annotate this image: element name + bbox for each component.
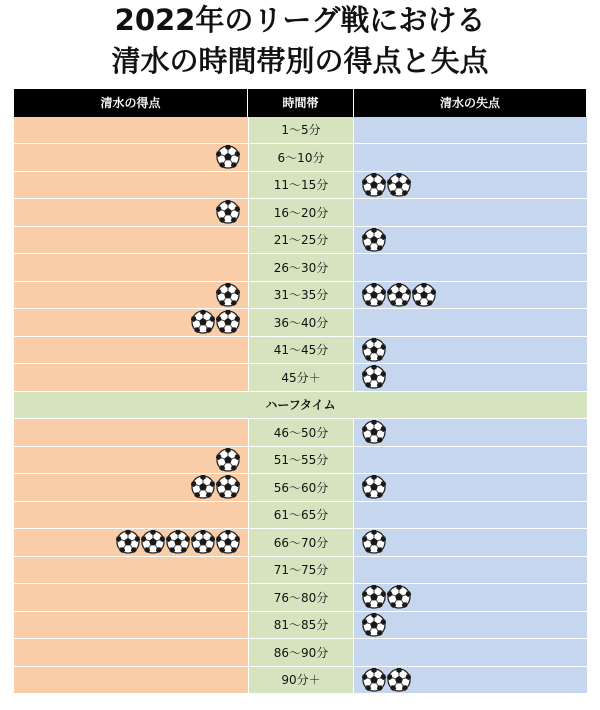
header-time: 時間帯 (248, 89, 354, 117)
time-period-label: 76～80分 (248, 584, 354, 612)
conceded-cell (354, 227, 587, 255)
half-time-row: ハーフタイム (14, 392, 587, 420)
time-period-label: 26～30分 (248, 254, 354, 282)
conceded-cell (354, 364, 587, 392)
scored-cell (14, 282, 248, 310)
scored-ball-icon (141, 530, 165, 554)
conceded-cell (354, 474, 587, 502)
time-period-label: 11～15分 (248, 172, 354, 200)
conceded-ball-icon (362, 613, 386, 637)
scored-cell (14, 639, 248, 667)
scored-cell (14, 227, 248, 255)
time-period-label: 90分＋ (248, 667, 354, 695)
scored-ball-icon (216, 448, 240, 472)
conceded-cell (354, 199, 587, 227)
chart-title-line2: 清水の時間帯別の得点と失点 (111, 44, 489, 78)
scored-cell (14, 474, 248, 502)
header-scored: 清水の得点 (14, 89, 248, 117)
scored-ball-icon (191, 310, 215, 334)
conceded-ball-icon (387, 173, 411, 197)
conceded-cell (354, 117, 587, 145)
scored-ball-icon (191, 530, 215, 554)
conceded-cell (354, 502, 587, 530)
time-period-label: 66～70分 (248, 529, 354, 557)
scored-ball-icon (216, 283, 240, 307)
time-period-label: 86～90分 (248, 639, 354, 667)
scored-cell (14, 529, 248, 557)
conceded-ball-icon (362, 338, 386, 362)
conceded-ball-icon (362, 585, 386, 609)
chart-title-line1: 2022年のリーグ戦における (114, 3, 486, 37)
scored-cell (14, 502, 248, 530)
conceded-ball-icon (362, 420, 386, 444)
time-period-label: 56～60分 (248, 474, 354, 502)
scored-cell (14, 144, 248, 172)
conceded-cell (354, 419, 587, 447)
scored-cell (14, 557, 248, 585)
goals-table (14, 89, 587, 694)
conceded-cell (354, 172, 587, 200)
conceded-ball-icon (387, 668, 411, 692)
conceded-ball-icon (387, 283, 411, 307)
time-period-label: 51～55分 (248, 447, 354, 475)
time-period-label: 36～40分 (248, 309, 354, 337)
scored-cell (14, 172, 248, 200)
conceded-ball-icon (412, 283, 436, 307)
conceded-cell (354, 529, 587, 557)
scored-cell (14, 254, 248, 282)
time-period-label: 16～20分 (248, 199, 354, 227)
scored-cell (14, 309, 248, 337)
conceded-cell (354, 557, 587, 585)
scored-cell (14, 584, 248, 612)
scored-cell (14, 337, 248, 365)
conceded-ball-icon (387, 585, 411, 609)
scored-cell (14, 419, 248, 447)
time-period-label: 71～75分 (248, 557, 354, 585)
conceded-cell (354, 144, 587, 172)
scored-cell (14, 199, 248, 227)
conceded-cell (354, 612, 587, 640)
header-conceded: 清水の失点 (354, 89, 587, 117)
conceded-ball-icon (362, 668, 386, 692)
time-period-label: 61～65分 (248, 502, 354, 530)
scored-ball-icon (216, 200, 240, 224)
time-period-label: 6～10分 (248, 144, 354, 172)
conceded-ball-icon (362, 283, 386, 307)
conceded-cell (354, 639, 587, 667)
time-period-label: 41～45分 (248, 337, 354, 365)
scored-cell (14, 667, 248, 695)
time-period-label: 31～35分 (248, 282, 354, 310)
conceded-cell (354, 337, 587, 365)
conceded-ball-icon (362, 530, 386, 554)
conceded-ball-icon (362, 475, 386, 499)
scored-ball-icon (116, 530, 140, 554)
scored-ball-icon (166, 530, 190, 554)
time-period-label: 81～85分 (248, 612, 354, 640)
conceded-cell (354, 309, 587, 337)
conceded-ball-icon (362, 228, 386, 252)
time-period-label: 21～25分 (248, 227, 354, 255)
scored-cell (14, 612, 248, 640)
scored-ball-icon (216, 310, 240, 334)
conceded-ball-icon (362, 365, 386, 389)
conceded-cell (354, 282, 587, 310)
conceded-ball-icon (362, 173, 386, 197)
time-period-label: 1～5分 (248, 117, 354, 145)
scored-cell (14, 364, 248, 392)
conceded-cell (354, 667, 587, 695)
scored-ball-icon (216, 475, 240, 499)
conceded-cell (354, 447, 587, 475)
time-period-label: 46～50分 (248, 419, 354, 447)
scored-ball-icon (216, 530, 240, 554)
scored-cell (14, 447, 248, 475)
conceded-cell (354, 584, 587, 612)
time-period-label: 45分＋ (248, 364, 354, 392)
scored-cell (14, 117, 248, 145)
scored-ball-icon (191, 475, 215, 499)
conceded-cell (354, 254, 587, 282)
scored-ball-icon (216, 145, 240, 169)
